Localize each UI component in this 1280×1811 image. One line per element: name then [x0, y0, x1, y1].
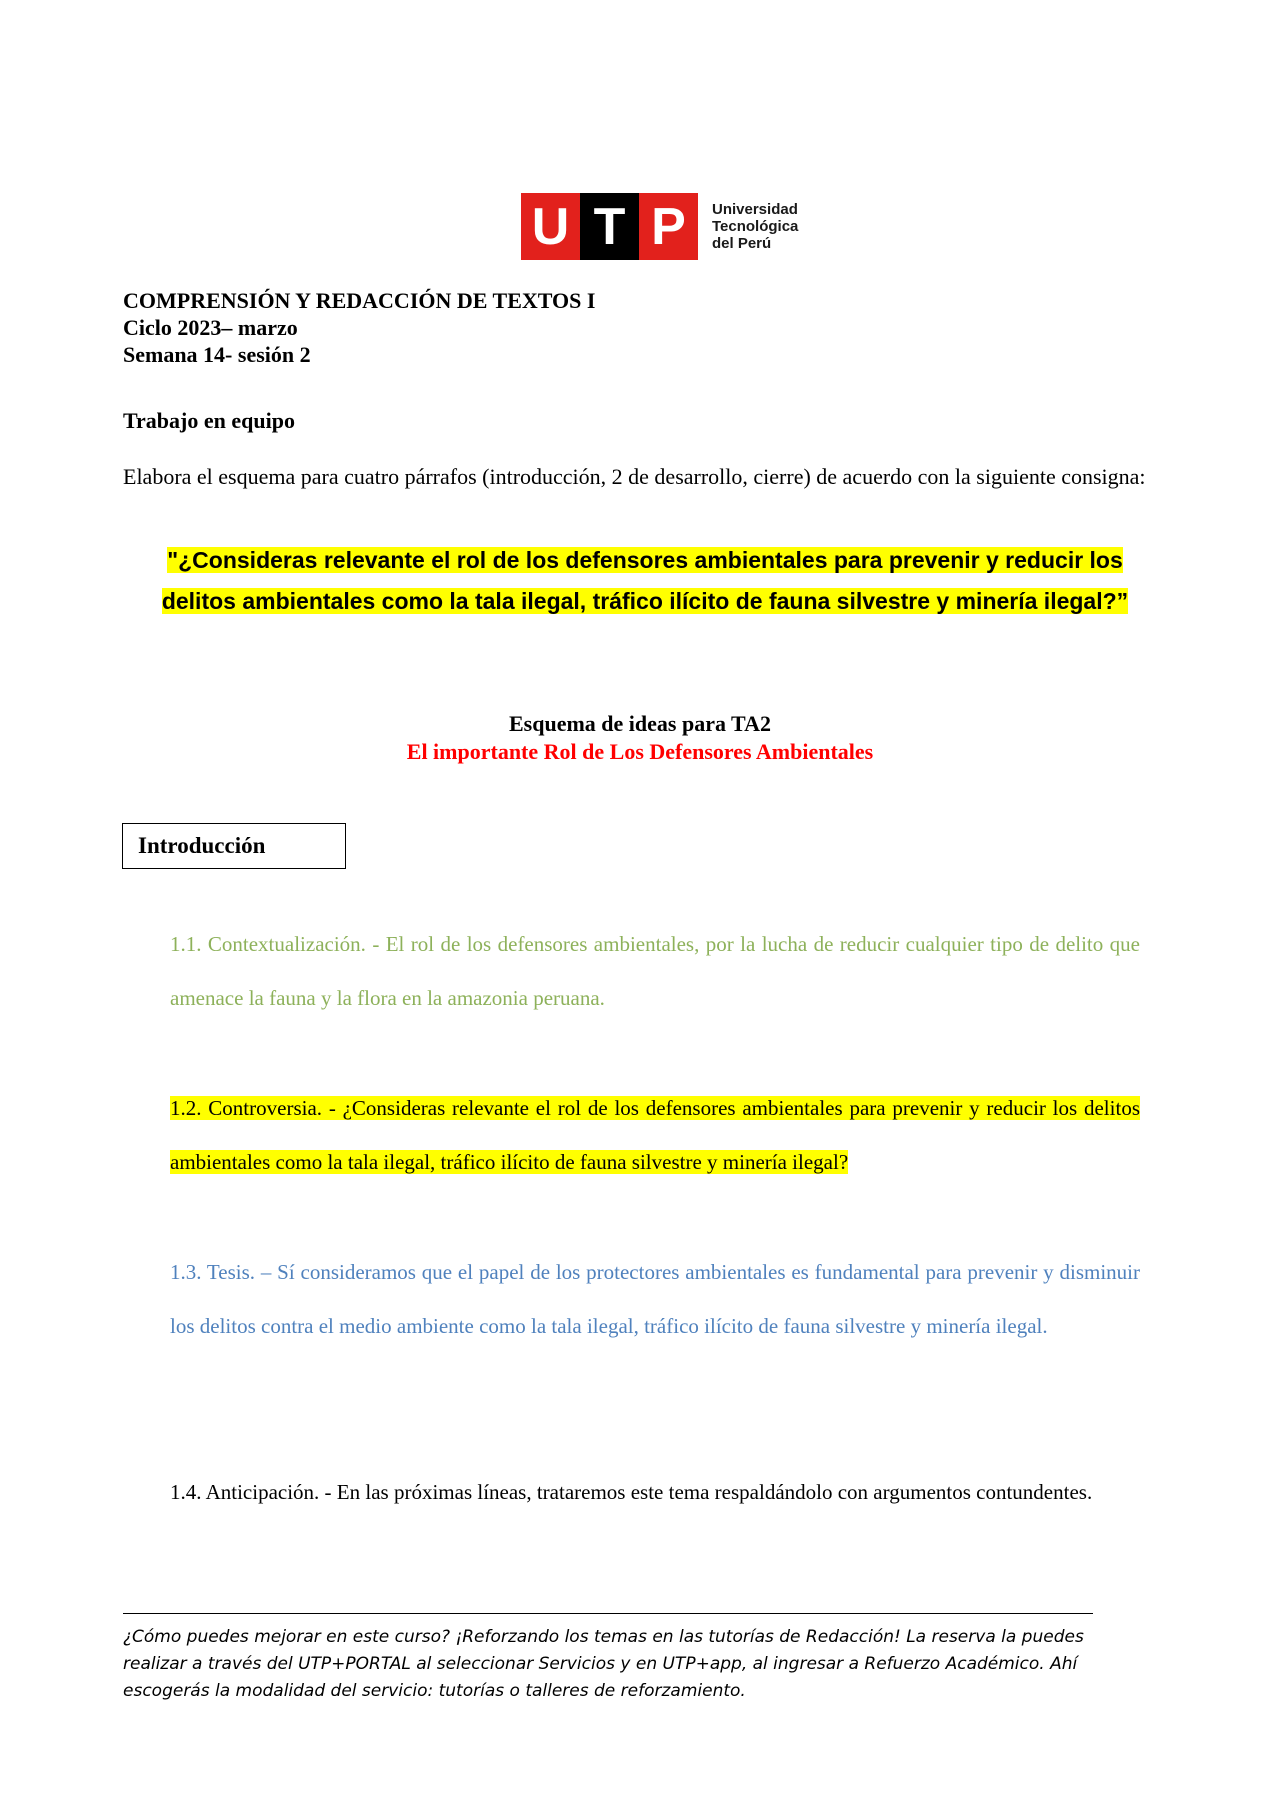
utp-logo-text [712, 201, 822, 252]
prompt-highlight: "¿Consideras relevante el rol de los defensores ambientales para prevenir y reducir los delitos ambientales como la tala ilegal, tráfico ilícito de fauna silvestre y minería ilegal?” [161, 547, 1129, 614]
course-title: COMPRENSIÓN Y REDACCIÓN DE TEXTOS I [123, 288, 596, 313]
logo-text-line: Tecnológica [712, 218, 799, 235]
paragraph-anticipacion: 1.4. Anticipación. - En las próximas líneas, trataremos este tema respaldándolo con argumentos contundentes. [170, 1480, 1093, 1504]
logo-text-line: del Perú [712, 235, 772, 252]
paragraph-controversia [170, 1081, 1140, 1189]
scheme-subtitle: El importante Rol de Los Defensores Ambientales [406, 739, 874, 764]
instructions-text: Elabora el esquema para cuatro párrafos (introducción, 2 de desarrollo, cierre) de acuerdo con la siguiente consigna: [123, 464, 1146, 489]
prompt-question [150, 540, 1140, 622]
cycle-label: Ciclo 2023– marzo [123, 315, 298, 340]
utp-logo [521, 193, 822, 260]
team-work-heading: Trabajo en equipo [123, 408, 295, 433]
controversia-highlight: 1.2. Controversia. - ¿Consideras relevante el rol de los defensores ambientales para prevenir y reducir los delitos ambientales como la tala ilegal, tráfico ilícito de fauna silvestre y minería ilegal? [170, 1096, 1140, 1174]
week-session-label: Semana 14- sesión 2 [123, 342, 311, 367]
logo-letter-p: P [639, 193, 698, 260]
document-header [123, 287, 595, 368]
scheme-title: Esquema de ideas para TA2 [508, 711, 771, 736]
utp-logo-mark [521, 193, 698, 260]
paragraph-contextualizacion: 1.1. Contextualización. - El rol de los defensores ambientales, por la lucha de reducir cualquier tipo de delito que amenace la fauna y la flora en la amazonia peruana. [170, 932, 1140, 1010]
logo-letter-t: T [580, 193, 639, 260]
paragraph-tesis: 1.3. Tesis. – Sí consideramos que el papel de los protectores ambientales es fundamental para prevenir y disminuir los delitos contra el medio ambiente como la tala ilegal, tráfico ilícito de fauna silvestre y minería ilegal. [170, 1260, 1140, 1338]
logo-letter-u: U [521, 193, 580, 260]
intro-section-heading: Introducción [122, 823, 346, 869]
footer-note: ¿Cómo puedes mejorar en este curso? ¡Reforzando los temas en las tutorías de Redacción! La reserva la puedes realizar a través del UTP+PORTAL al seleccionar Servicios y en UTP+app, al ingresar a Refuerzo Académico. Ahí escogerás la modalidad del servicio: tutorías o talleres de reforzamiento. [123, 1627, 1084, 1701]
footer-divider [123, 1613, 1093, 1614]
logo-text-line: Universidad [712, 201, 798, 218]
